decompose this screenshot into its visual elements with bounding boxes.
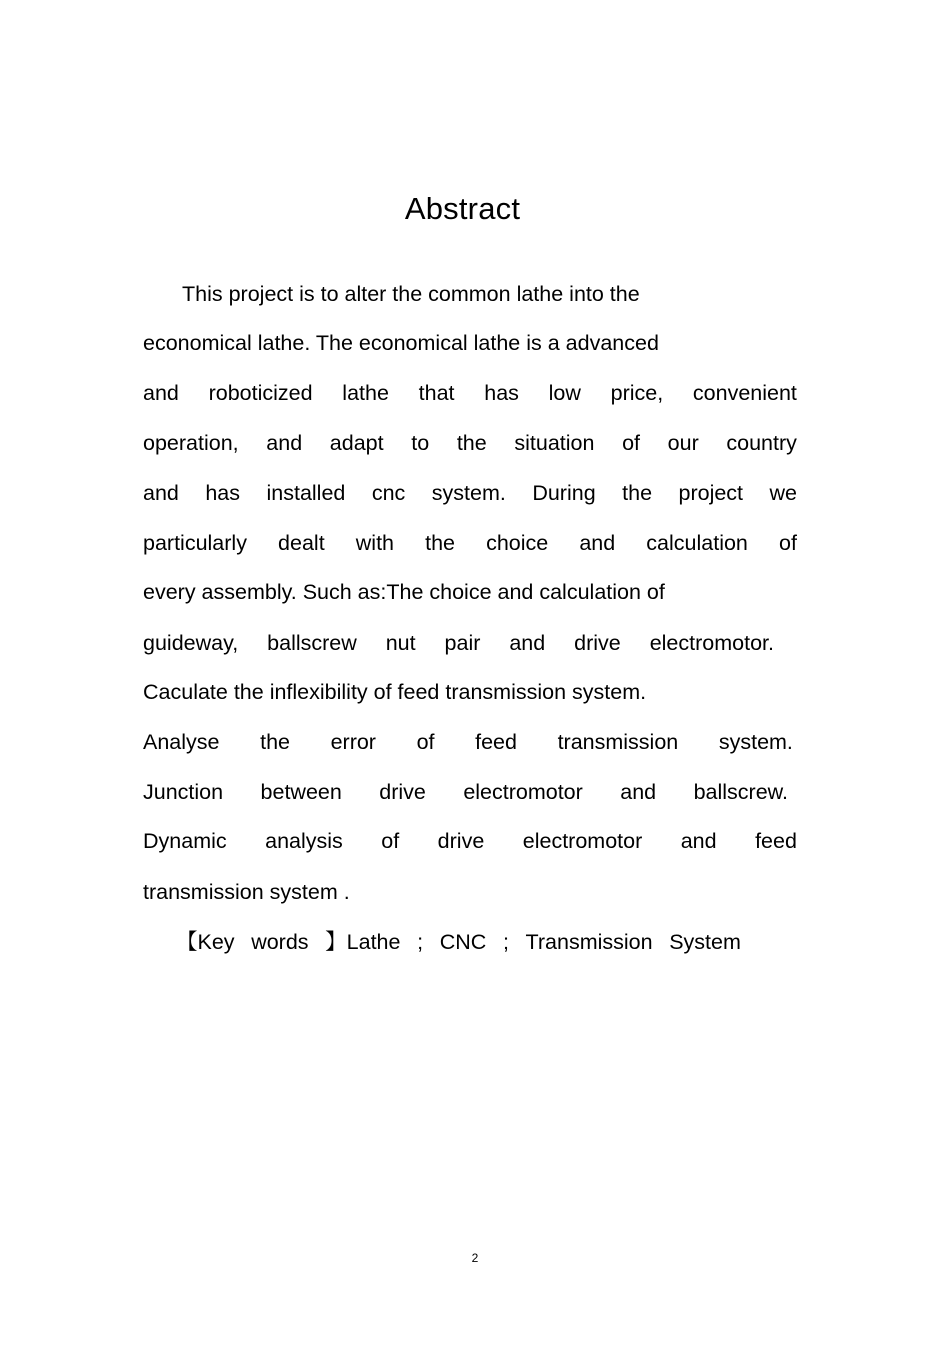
word: System [669,930,741,954]
word: roboticized [208,381,313,405]
abstract-line-4 [143,428,797,458]
word: feed [475,730,517,754]
word: country [726,431,797,455]
word: and [620,780,657,804]
word: transmission [557,730,679,754]
word: the [260,730,290,754]
abstract-line-8 [143,628,774,658]
word: particularly [143,531,247,555]
word: Transmission [525,930,653,954]
abstract-line-3 [143,378,797,408]
word: 】Lathe [325,930,401,954]
word: lathe [342,381,389,405]
word: Analyse [143,730,220,754]
word: analysis [265,829,343,853]
word: price, [610,381,664,405]
word: the [622,481,653,505]
word: and [266,431,303,455]
abstract-line-12 [143,826,797,856]
word: nut [385,631,416,655]
word: operation, [143,431,239,455]
word: that [418,381,455,405]
word: with [355,531,394,555]
word: installed [266,481,346,505]
word: to [411,431,430,455]
word: drive [574,631,621,655]
word: and [143,381,179,405]
word: ballscrew [267,631,357,655]
abstract-line-7: every assembly. Such as:The choice and calculation of [143,580,665,604]
word: guideway, [143,631,239,655]
word: CNC [439,930,487,954]
word: electromotor [463,780,583,804]
word: has [484,381,519,405]
abstract-line-5 [143,478,797,508]
word: ballscrew. [693,780,788,804]
word: and [680,829,717,853]
word: and [509,631,546,655]
word: dealt [278,531,325,555]
word: and [579,531,616,555]
word: convenient [692,381,797,405]
word: drive [437,829,485,853]
word: has [205,481,241,505]
abstract-title: Abstract [404,191,521,226]
abstract-line-6 [143,528,797,558]
word: low [548,381,581,405]
word: adapt [329,431,384,455]
word: of [778,531,797,555]
word: feed [755,829,797,853]
word: Junction [143,780,224,804]
word: Dynamic [143,829,227,853]
word: ; [502,930,509,954]
word: system. [718,730,793,754]
word: electromotor [522,829,643,853]
word: electromotor. [649,631,774,655]
word: our [667,431,699,455]
word: choice [486,531,549,555]
keywords-line [176,927,741,957]
abstract-line-11 [143,777,788,807]
abstract-line-1: This project is to alter the common lathe into the [182,282,640,306]
word: system. [431,481,506,505]
word: error [330,730,376,754]
abstract-line-10 [143,727,793,757]
word: of [381,829,400,853]
word: we [769,481,797,505]
abstract-line-13: transmission system . [143,880,350,904]
word: 【Key [176,930,235,954]
abstract-line-9: Caculate the inflexibility of feed transmission system. [143,680,647,704]
word: words [251,930,309,954]
word: ; [417,930,424,954]
word: situation [514,431,595,455]
abstract-line-2: economical lathe. The economical lathe is a advanced [143,331,659,355]
page-number: 2 [471,1251,479,1265]
word: project [678,481,744,505]
word: drive [379,780,426,804]
word: the [456,431,487,455]
word: of [416,730,435,754]
word: calculation [646,531,748,555]
word: the [425,531,455,555]
word: pair [444,631,481,655]
word: between [260,780,342,804]
word: cnc [371,481,406,505]
word: and [143,481,179,505]
word: of [622,431,641,455]
word: During [532,481,596,505]
